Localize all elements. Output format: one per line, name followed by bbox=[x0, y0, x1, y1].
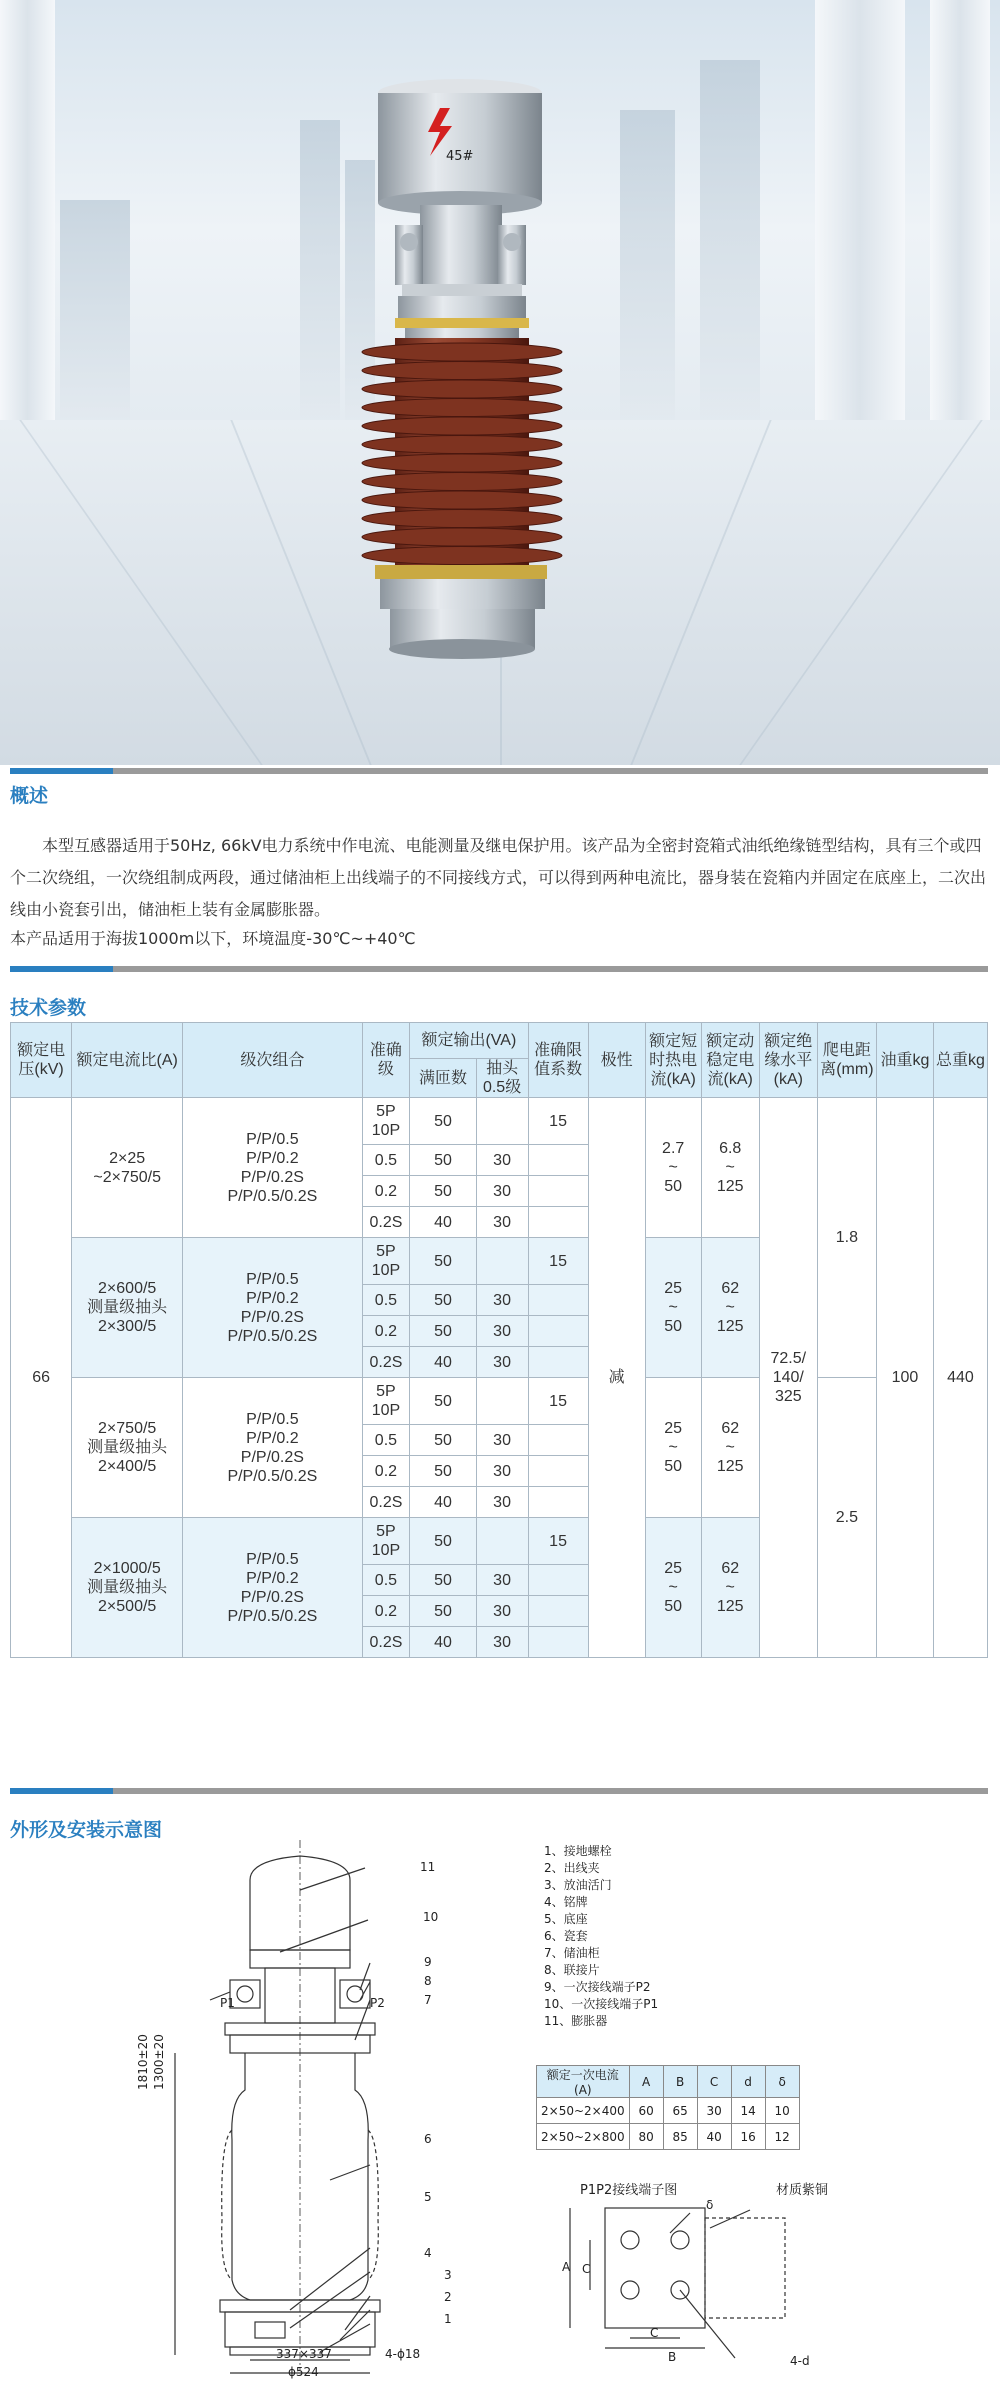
dim-cell: 16 bbox=[731, 2124, 765, 2150]
cell-full-turns: 50 bbox=[410, 1145, 476, 1176]
cell-accuracy: 0.5 bbox=[362, 1565, 410, 1596]
cell-accuracy: 5P 10P bbox=[362, 1098, 410, 1145]
cell-full-turns: 50 bbox=[410, 1316, 476, 1347]
th-combo: 级次组合 bbox=[183, 1023, 362, 1098]
porcelain-shed bbox=[362, 436, 562, 454]
section-divider bbox=[10, 966, 988, 972]
dim-header-cell: δ bbox=[765, 2066, 799, 2098]
cell-oil-weight: 100 bbox=[876, 1098, 933, 1658]
cell-accuracy: 5P 10P bbox=[362, 1238, 410, 1285]
hero-product-image bbox=[0, 0, 1000, 765]
cell-accuracy: 5P 10P bbox=[362, 1378, 410, 1425]
th-oil-weight: 油重kg bbox=[876, 1023, 933, 1098]
th-full-turns: 满匝数 bbox=[410, 1059, 476, 1098]
cell-empty bbox=[528, 1176, 588, 1207]
cell-creepage: 2.5 bbox=[817, 1378, 876, 1658]
cell-full-turns: 50 bbox=[410, 1098, 476, 1145]
cell-alf: 15 bbox=[528, 1098, 588, 1145]
label-p1: P1 bbox=[220, 1996, 235, 2010]
cell-dynamic: 6.8 ~ 125 bbox=[701, 1098, 759, 1238]
cell-creepage: 1.8 bbox=[817, 1098, 876, 1378]
cell-tap: 30 bbox=[476, 1347, 528, 1378]
th-tap: 抽头0.5级 bbox=[476, 1059, 528, 1098]
callout-11: 11 bbox=[420, 1860, 436, 1874]
porcelain-shed bbox=[362, 547, 562, 565]
nameplate-text: 45# bbox=[446, 149, 474, 164]
th-thermal: 额定短时热电流(kA) bbox=[645, 1023, 701, 1098]
callout-5: 5 bbox=[424, 2190, 432, 2204]
cell-empty bbox=[528, 1565, 588, 1596]
cell-full-turns: 40 bbox=[410, 1207, 476, 1238]
th-dynamic: 额定动稳定电流(kA) bbox=[701, 1023, 759, 1098]
cell-tap bbox=[476, 1518, 528, 1565]
terminal-material: 材质紫铜 bbox=[776, 2183, 829, 2198]
porcelain-shed bbox=[362, 473, 562, 491]
callout-4: 4 bbox=[424, 2246, 432, 2260]
cell-empty bbox=[528, 1627, 588, 1658]
th-output: 额定输出(VA) bbox=[410, 1023, 528, 1059]
label-p2: P2 bbox=[370, 1996, 385, 2010]
dim-cell: 60 bbox=[629, 2098, 663, 2124]
overview-paragraph: 本型互感器适用于50Hz, 66kV电力系统中作电流、电能测量及继电保护用。该产品为全密封瓷箱式油纸绝缘链型结构，具有三个或四个二次绕组，一次绕组制成两段，通过储油柜上出线端子的不同接线方式，可以得到两种电流比，器身装在瓷箱内并固定在底座上，二次出线由小瓷套引出，储油柜上装有金属膨胀器。 bbox=[10, 836, 987, 919]
cell-alf: 15 bbox=[528, 1238, 588, 1285]
cell-accuracy: 0.2S bbox=[362, 1487, 410, 1518]
cell-accuracy: 0.2S bbox=[362, 1627, 410, 1658]
cell-tap: 30 bbox=[476, 1285, 528, 1316]
th-total-weight: 总重kg bbox=[933, 1023, 987, 1098]
dim-header-cell: B bbox=[663, 2066, 697, 2098]
cell-dynamic: 62 ~ 125 bbox=[701, 1518, 759, 1658]
cell-ratio: 2×750/5 测量级抽头 2×400/5 bbox=[72, 1378, 183, 1518]
cell-alf: 15 bbox=[528, 1378, 588, 1425]
dim-cell: 2×50~2×800 bbox=[537, 2124, 630, 2150]
porcelain-shed bbox=[362, 362, 562, 380]
legend-item: 8、联接片 bbox=[544, 1963, 600, 1977]
cell-accuracy: 0.2 bbox=[362, 1456, 410, 1487]
terminal-delta: δ bbox=[706, 2198, 714, 2212]
cell-dynamic: 62 ~ 125 bbox=[701, 1238, 759, 1378]
cell-accuracy: 0.5 bbox=[362, 1425, 410, 1456]
cell-thermal: 2.7 ~ 50 bbox=[645, 1098, 701, 1238]
cell-combo: P/P/0.5 P/P/0.2 P/P/0.2S P/P/0.5/0.2S bbox=[183, 1238, 362, 1378]
cell-full-turns: 40 bbox=[410, 1627, 476, 1658]
cell-thermal: 25 ~ 50 bbox=[645, 1518, 701, 1658]
porcelain-shed bbox=[362, 510, 562, 528]
section-divider bbox=[10, 768, 988, 774]
cell-combo: P/P/0.5 P/P/0.2 P/P/0.2S P/P/0.5/0.2S bbox=[183, 1098, 362, 1238]
dim-header-cell: A bbox=[629, 2066, 663, 2098]
cell-full-turns: 40 bbox=[410, 1487, 476, 1518]
cell-tap: 30 bbox=[476, 1176, 528, 1207]
cell-alf: 15 bbox=[528, 1518, 588, 1565]
dim-base-square: 337×337 bbox=[276, 2347, 332, 2361]
parts-legend bbox=[544, 1843, 658, 2030]
current-transformer-illustration bbox=[0, 0, 1000, 765]
terminal-dim-a: A bbox=[562, 2260, 571, 2274]
callout-7: 7 bbox=[424, 1993, 432, 2007]
dim-header-cell: C bbox=[697, 2066, 731, 2098]
terminal-holes: 4-d bbox=[790, 2354, 810, 2368]
legend-item: 7、储油柜 bbox=[544, 1946, 600, 1960]
cell-total-weight: 440 bbox=[933, 1098, 987, 1658]
terminal-drawing bbox=[530, 2198, 790, 2378]
cell-tap bbox=[476, 1238, 528, 1285]
dim-cell: 10 bbox=[765, 2098, 799, 2124]
cell-full-turns: 50 bbox=[410, 1596, 476, 1627]
callout-8: 8 bbox=[424, 1974, 432, 1988]
cell-full-turns: 50 bbox=[410, 1176, 476, 1207]
cell-accuracy: 0.2 bbox=[362, 1316, 410, 1347]
cell-polarity: 减 bbox=[588, 1098, 645, 1658]
section-divider bbox=[10, 1788, 988, 1794]
cell-voltage: 66 bbox=[11, 1098, 72, 1658]
dimension-table bbox=[536, 2065, 800, 2150]
cell-tap: 30 bbox=[476, 1145, 528, 1176]
cell-full-turns: 40 bbox=[410, 1347, 476, 1378]
porcelain-shed bbox=[362, 417, 562, 435]
th-polarity: 极性 bbox=[588, 1023, 645, 1098]
cell-dynamic: 62 ~ 125 bbox=[701, 1378, 759, 1518]
callout-10: 10 bbox=[423, 1910, 439, 1924]
cell-empty bbox=[528, 1285, 588, 1316]
diagram-title: 外形及安装示意图 bbox=[10, 1820, 163, 1841]
table-header-row bbox=[537, 2066, 800, 2098]
legend-item: 9、一次接线端子P2 bbox=[544, 1980, 651, 1994]
cell-empty bbox=[528, 1347, 588, 1378]
tech-params-title: 技术参数 bbox=[10, 998, 87, 1019]
dim-cell: 85 bbox=[663, 2124, 697, 2150]
legend-item: 6、瓷套 bbox=[544, 1929, 588, 1943]
table-row bbox=[11, 1378, 988, 1425]
cell-full-turns: 50 bbox=[410, 1518, 476, 1565]
th-ratio: 额定电流比(A) bbox=[72, 1023, 183, 1098]
cell-accuracy: 5P 10P bbox=[362, 1518, 410, 1565]
terminal-dim-c-horiz: C bbox=[650, 2326, 659, 2340]
terminal-diagram-title: P1P2接线端子图 bbox=[580, 2183, 678, 2198]
th-creepage: 爬电距离(mm) bbox=[817, 1023, 876, 1098]
dim-cell: 80 bbox=[629, 2124, 663, 2150]
cell-accuracy: 0.2 bbox=[362, 1596, 410, 1627]
cell-empty bbox=[528, 1145, 588, 1176]
legend-item: 11、膨胀器 bbox=[544, 2014, 608, 2028]
cell-full-turns: 50 bbox=[410, 1238, 476, 1285]
cell-empty bbox=[528, 1207, 588, 1238]
cell-full-turns: 50 bbox=[410, 1285, 476, 1316]
callout-1: 1 bbox=[444, 2312, 452, 2326]
cell-tap: 30 bbox=[476, 1207, 528, 1238]
dim-base-diameter: ϕ524 bbox=[288, 2365, 319, 2379]
legend-item: 2、出线夹 bbox=[544, 1861, 600, 1875]
porcelain-shed bbox=[362, 380, 562, 398]
outline-drawing bbox=[170, 1840, 510, 2380]
cell-tap: 30 bbox=[476, 1627, 528, 1658]
cell-empty bbox=[528, 1456, 588, 1487]
cell-ratio: 2×25 ~2×750/5 bbox=[72, 1098, 183, 1238]
cell-full-turns: 50 bbox=[410, 1565, 476, 1596]
overview-title: 概述 bbox=[10, 786, 49, 807]
cell-accuracy: 0.2S bbox=[362, 1347, 410, 1378]
tech-params-table bbox=[10, 1022, 988, 1658]
cell-accuracy: 0.5 bbox=[362, 1285, 410, 1316]
dim-cell: 30 bbox=[697, 2098, 731, 2124]
terminal-dim-b: B bbox=[668, 2350, 677, 2364]
th-accuracy: 准确级 bbox=[362, 1023, 410, 1098]
legend-item: 4、铭牌 bbox=[544, 1895, 588, 1909]
cell-tap: 30 bbox=[476, 1316, 528, 1347]
cell-full-turns: 50 bbox=[410, 1456, 476, 1487]
cell-combo: P/P/0.5 P/P/0.2 P/P/0.2S P/P/0.5/0.2S bbox=[183, 1378, 362, 1518]
dim-mount-holes: 4-ϕ18 bbox=[385, 2347, 421, 2361]
porcelain-shed bbox=[362, 343, 562, 361]
th-insulation: 额定绝缘水平(kA) bbox=[759, 1023, 817, 1098]
cell-tap: 30 bbox=[476, 1456, 528, 1487]
dim-cell: 12 bbox=[765, 2124, 799, 2150]
section-divider-accent bbox=[10, 966, 113, 972]
cell-tap: 30 bbox=[476, 1596, 528, 1627]
legend-item: 3、放油活门 bbox=[544, 1878, 612, 1892]
legend-item: 1、接地螺栓 bbox=[544, 1844, 612, 1858]
dim-cell: 14 bbox=[731, 2098, 765, 2124]
overview-environment: 本产品适用于海拔1000m以下，环境温度-30℃~+40℃ bbox=[10, 929, 416, 948]
section-divider-accent bbox=[10, 768, 113, 774]
cell-tap bbox=[476, 1378, 528, 1425]
dim-cell: 2×50~2×400 bbox=[537, 2098, 630, 2124]
porcelain-shed bbox=[362, 454, 562, 472]
cell-tap: 30 bbox=[476, 1425, 528, 1456]
cell-empty bbox=[528, 1425, 588, 1456]
callout-9: 9 bbox=[424, 1955, 432, 1969]
cell-thermal: 25 ~ 50 bbox=[645, 1378, 701, 1518]
cell-empty bbox=[528, 1596, 588, 1627]
cell-empty bbox=[528, 1316, 588, 1347]
legend-item: 5、底座 bbox=[544, 1912, 588, 1926]
cell-accuracy: 0.2 bbox=[362, 1176, 410, 1207]
porcelain-shed bbox=[362, 491, 562, 509]
dim-header-cell: 额定一次电流(A) bbox=[537, 2066, 630, 2098]
table-row bbox=[537, 2124, 800, 2150]
callout-2: 2 bbox=[444, 2290, 452, 2304]
table-row bbox=[11, 1098, 988, 1145]
legend-item: 10、一次接线端子P1 bbox=[544, 1997, 659, 2011]
cell-empty bbox=[528, 1487, 588, 1518]
cell-combo: P/P/0.5 P/P/0.2 P/P/0.2S P/P/0.5/0.2S bbox=[183, 1518, 362, 1658]
th-voltage: 额定电压(kV) bbox=[11, 1023, 72, 1098]
porcelain-shed bbox=[362, 399, 562, 417]
cell-ratio: 2×1000/5 测量级抽头 2×500/5 bbox=[72, 1518, 183, 1658]
dim-height-total: 1810±20 bbox=[136, 2034, 150, 2090]
terminal-dim-c-vert: C bbox=[582, 2262, 591, 2276]
cell-thermal: 25 ~ 50 bbox=[645, 1238, 701, 1378]
cell-tap: 30 bbox=[476, 1565, 528, 1596]
cell-ratio: 2×600/5 测量级抽头 2×300/5 bbox=[72, 1238, 183, 1378]
callout-3: 3 bbox=[444, 2268, 452, 2282]
th-alf: 准确限值系数 bbox=[528, 1023, 588, 1098]
cell-insulation: 72.5/ 140/ 325 bbox=[759, 1098, 817, 1658]
cell-accuracy: 0.2S bbox=[362, 1207, 410, 1238]
cell-tap bbox=[476, 1098, 528, 1145]
callout-6: 6 bbox=[424, 2132, 432, 2146]
cell-full-turns: 50 bbox=[410, 1425, 476, 1456]
table-row bbox=[537, 2098, 800, 2124]
dim-cell: 65 bbox=[663, 2098, 697, 2124]
cell-full-turns: 50 bbox=[410, 1378, 476, 1425]
dim-cell: 40 bbox=[697, 2124, 731, 2150]
dim-header-cell: d bbox=[731, 2066, 765, 2098]
dim-height-porcelain: 1300±20 bbox=[152, 2034, 166, 2090]
cell-tap: 30 bbox=[476, 1487, 528, 1518]
porcelain-shed bbox=[362, 528, 562, 546]
section-divider-accent bbox=[10, 1788, 113, 1794]
cell-accuracy: 0.5 bbox=[362, 1145, 410, 1176]
